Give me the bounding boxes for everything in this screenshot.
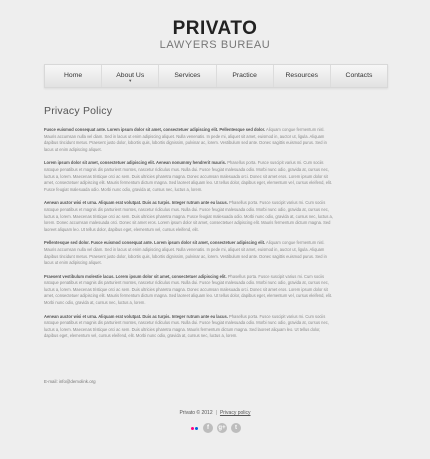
paragraph-body: Phasellus porta. Fusce suscipit varius mi. Cum sociis natoque penatibus et magnis dis parturient montes, nascetur ridiculus mus. Nulla dui. Fusce feugiat malesuada odio. Morbi nunc odio, gravida at, cursus nec, luctus a, lorem. Maecenas tristique orci ac sem. Duis ultricies pharetra magna. Donec accumsan malesuada orci. Donec sit amet eros. Lorem ipsum dolor sit amet, consectetuer adipiscing elit. Mauris fermentum dictum magna. Sed laoreet aliquam leo. Ut tellus dolor, dapibus eget, elementum vel, cursus eleifend, elit. Fusce feugiat malesuada odio. Morbi nunc odio, gravida at, cursus nec, luctus a, lorem.: [44, 160, 333, 192]
nav-item-contacts[interactable]: [330, 65, 387, 87]
page-title: Privacy Policy: [44, 105, 113, 117]
paragraph-body: Phasellus porta. Fusce suscipit varius mi. Cum sociis natoque penatibus et magnis dis parturient montes, nascetur ridiculus mus. Nulla dui. Fusce feugiat malesuada odio. Morbi nunc odio, gravida at, cursus nec, luctus a, lorem. Maecenas tristique orci ac sem. Duis ultricies pharetra magna. Fusce feugiat malesuada odio. Morbi nunc odio, gravida at, cursus nec, luctus a, lorem. Donec accumsan malesuada orci. Donec sit amet eros. Lorem ipsum dolor sit amet, consectetuer adipiscing elit. Mauris fermentum dictum magna. Sed laoreet aliquam leo. Ut tellus dolor, dapibus eget, elementum vel, cursus eleifend, elit.: [44, 200, 333, 232]
nav-item-label: Practice: [232, 72, 257, 79]
copyright: Privato © 2012: [179, 410, 213, 416]
footer-separator: |: [215, 410, 217, 416]
policy-paragraph: [44, 127, 334, 153]
flickr-dot-pink: [191, 427, 194, 430]
policy-paragraph: [44, 274, 334, 307]
nav-item-label: About Us: [116, 72, 145, 79]
policy-paragraph: [44, 314, 334, 340]
paragraph-lead: Lorem ipsum dolor sit amet, consectetuer adipiscing elit. Aenean nonummy hendrerit mauris.: [44, 160, 227, 166]
nav-item-home[interactable]: [45, 65, 101, 87]
facebook-icon[interactable]: f: [203, 423, 213, 433]
chevron-down-icon: ▼: [128, 78, 133, 83]
main-nav: [44, 64, 388, 88]
paragraph-lead: Praesent vestibulum molestie lacus. Lorem ipsum dolor sit amet, consectetuer adipiscing elit.: [44, 273, 227, 279]
nav-item-label: Home: [64, 72, 83, 79]
flickr-icon[interactable]: [189, 423, 199, 433]
paragraph-body: Phasellus porta. Fusce suscipit varius mi. Cum sociis natoque penatibus et magnis dis parturient montes, nascetur ridiculus mus. Nulla dui. Fusce feugiat malesuada odio. Morbi nunc odio, gravida at, cursus nec, luctus a, lorem. Maecenas tristique orci ac sem. Duis ultricies pharetra magna. Mauris fermentum dictum magna. Sed laoreet aliquam leo. Ut tellus dolor, dapibus eget, elementum vel, cursus eleifend, elit. Morbi nunc odio, gravida at, cursus nec, luctus a, lorem.: [44, 313, 329, 339]
policy-paragraph: [44, 160, 334, 193]
paragraph-lead: Aenean auctor wisi et urna. Aliquam erat volutpat. Duis ac turpis. Integer rutrum ante eu lacus.: [44, 313, 228, 319]
footer: [0, 410, 430, 416]
paragraph-body: Aliquam congue fermentum nisl. Mauris accumsan nulla vel diam. Sed in lacus ut enim adipiscing aliquet. Nulla venenatis. In pede mi, aliquet sit amet, euismod in, auctor ut, ligula. Aliquam dapibus tincidunt metus. Praesent justo dolor, lobortis quis, lobortis dignissim, pulvinar ac, lorem. Vestibulum sed ante. Donec sagittis euismod purus. Sed in lacus ut enim adipiscing aliquet.: [44, 127, 327, 152]
nav-item-resources[interactable]: [273, 65, 330, 87]
nav-item-label: Resources: [285, 72, 319, 79]
google-plus-icon[interactable]: g+: [218, 425, 226, 431]
nav-item-label: Services: [174, 72, 201, 79]
nav-item-services[interactable]: [158, 65, 215, 87]
privacy-policy-link[interactable]: Privacy policy: [219, 410, 251, 416]
logo[interactable]: [0, 19, 430, 52]
nav-item-about-us[interactable]: [101, 65, 158, 87]
paragraph-lead: Pellentesque sed dolor. Fusce euismod consequat ante. Lorem ipsum dolor sit amet, consectetuer adipiscing elit.: [44, 240, 266, 246]
paragraph-lead: Fusce euismod consequat ante. Lorem ipsum dolor sit amet, consectetuer adipiscing elit. Pellentesque sed dolor.: [44, 127, 266, 132]
flickr-dot-blue: [195, 427, 198, 430]
paragraph-body: Aliquam congue fermentum nisl. Mauris accumsan nulla vel diam. Sed in lacus ut enim adipiscing aliquet. Nulla venenatis. In pede mi, aliquet sit amet, euismod in, auctor ut, ligula. Aliquam dapibus tincidunt metus. Praesent justo dolor, lobortis quis, lobortis dignissim, pulvinar ac, lorem. Vestibulum sed ante. Donec sagittis euismod purus. Sed in lacus ut enim adipiscing aliquet.: [44, 240, 327, 266]
paragraph-body: Phasellus porta. Fusce suscipit varius mi. Cum sociis natoque penatibus et magnis dis parturient montes, nascetur ridiculus mus. Nulla dui. Fusce feugiat malesuada odio. Morbi nunc odio, gravida at, cursus nec, luctus a, lorem. Maecenas tristique orci ac sem. Duis ultricies pharetra magna. Donec accumsan malesuada orci. Donec sit amet eros. Lorem ipsum dolor sit amet, consectetuer adipiscing elit. Mauris fermentum dictum magna. Sed laoreet aliquam leo. Ut tellus dolor, dapibus eget, elementum vel, cursus eleifend, elit. Morbi nunc odio, gravida at, cursus nec, luctus a, lorem.: [44, 273, 333, 306]
nav-item-label: Contacts: [345, 72, 373, 79]
policy-content: [44, 127, 334, 347]
logo-subtitle: LAWYERS BUREAU: [159, 39, 271, 51]
twitter-icon[interactable]: t: [231, 423, 241, 433]
paragraph-lead: Aenean auctor wisi et urna. Aliquam erat volutpat. Duis ac turpis. Integer rutrum ante eu lacus.: [44, 200, 228, 206]
policy-paragraph: [44, 240, 334, 266]
nav-item-practice[interactable]: [216, 65, 273, 87]
contact-email: E-mail: info@demolink.org: [44, 379, 96, 384]
logo-title[interactable]: PRIVATO: [172, 18, 258, 39]
policy-paragraph: [44, 200, 334, 233]
social-icons: [0, 423, 430, 433]
